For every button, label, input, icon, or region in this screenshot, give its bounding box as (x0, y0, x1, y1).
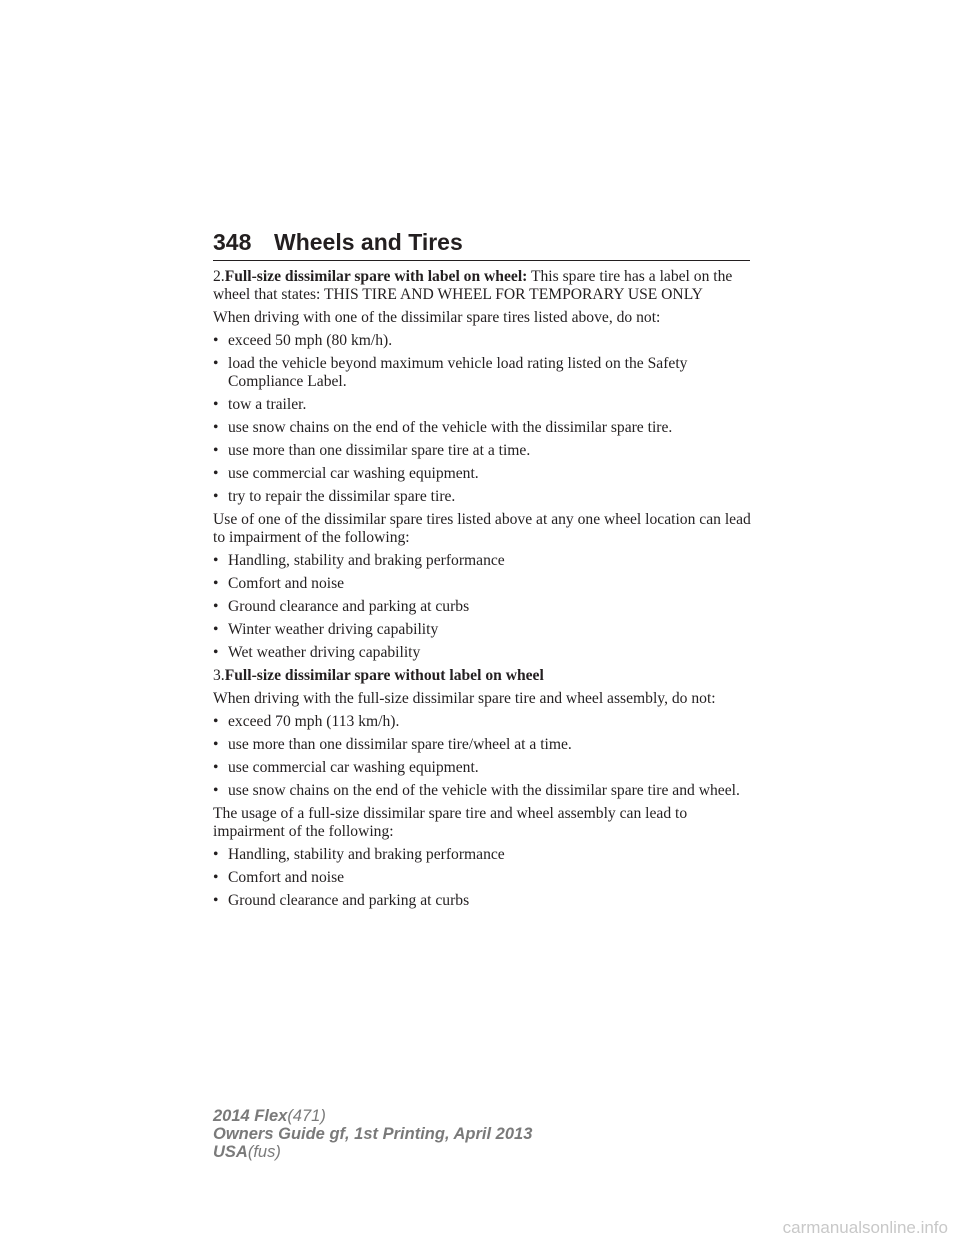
bullet-icon: • (213, 713, 219, 730)
list-item-text: Comfort and noise (228, 869, 345, 886)
list-item-text: use more than one dissimilar spare tire/wheel at a time. (228, 736, 572, 753)
list-item-text: exceed 70 mph (113 km/h). (228, 713, 400, 730)
bullet-icon: • (213, 782, 219, 799)
list-item (213, 736, 753, 754)
footer-page-code: (471) (287, 1107, 326, 1125)
list-item-text: exceed 50 mph (80 km/h). (228, 332, 393, 349)
bullet-icon: • (213, 846, 219, 863)
list-item (213, 442, 753, 460)
bullet-icon: • (213, 575, 219, 592)
bullet-icon: • (213, 892, 219, 909)
list-item-text: use snow chains on the end of the vehicle with the dissimilar spare tire. (228, 419, 673, 436)
page-number: 348 (213, 229, 252, 255)
list-item (213, 598, 753, 616)
bullet-icon: • (213, 465, 219, 482)
bullet-icon: • (213, 644, 219, 661)
section-title: Wheels and Tires (274, 229, 463, 255)
list-item (213, 552, 753, 570)
bullet-icon: • (213, 355, 219, 372)
bullet-icon: • (213, 552, 219, 569)
bullet-icon: • (213, 598, 219, 615)
page-header (213, 228, 750, 261)
list-item (213, 713, 753, 731)
list-item-text: tow a trailer. (228, 396, 307, 413)
list-item (213, 488, 753, 506)
list-item-text: Handling, stability and braking performance (228, 846, 505, 863)
bullet-icon: • (213, 869, 219, 886)
list-item (213, 419, 753, 437)
footer-line-1 (213, 1107, 532, 1125)
item-3-label: Full-size dissimilar spare without label on wheel (224, 667, 544, 684)
intro-paragraph-1: When driving with one of the dissimilar spare tires listed above, do not: (213, 309, 661, 326)
list-item-text: Ground clearance and parking at curbs (228, 892, 470, 909)
bullet-icon: • (213, 488, 219, 505)
list-item (213, 396, 753, 414)
list-item (213, 892, 753, 910)
list-item-text: use snow chains on the end of the vehicle with the dissimilar spare tire and wheel. (228, 782, 740, 799)
list-item-text: Handling, stability and braking performance (228, 552, 505, 569)
footer-line-3 (213, 1143, 532, 1161)
intro-paragraph-4: The usage of a full-size dissimilar spare tire and wheel assembly can lead to impairment of the following: (213, 805, 688, 840)
item-2-text: This spare tire has a label on the wheel that states: THIS TIRE AND WHEEL FOR TEMPORARY USE ONLY (213, 268, 733, 303)
item-3-paragraph (213, 667, 753, 685)
list-item (213, 782, 753, 800)
list-item-text: use commercial car washing equipment. (228, 465, 479, 482)
list-4 (213, 846, 753, 910)
intro-paragraph-2: Use of one of the dissimilar spare tires listed above at any one wheel location can lead to impairment of the following: (213, 511, 751, 546)
footer-model: 2014 Flex (213, 1107, 288, 1125)
list-item (213, 869, 753, 887)
bullet-icon: • (213, 736, 219, 753)
item-3-number: 3. (213, 667, 225, 684)
item-2-paragraph (213, 268, 753, 304)
list-item (213, 355, 753, 391)
bullet-icon: • (213, 396, 219, 413)
list-item (213, 621, 753, 639)
intro-paragraph-3: When driving with the full-size dissimilar spare tire and wheel assembly, do not: (213, 690, 716, 707)
list-item-text: use more than one dissimilar spare tire at a time. (228, 442, 531, 459)
item-2-label: Full-size dissimilar spare with label on wheel: (224, 268, 528, 285)
list-item-text: try to repair the dissimilar spare tire. (228, 488, 456, 505)
list-2 (213, 552, 753, 662)
list-item-text: use commercial car washing equipment. (228, 759, 479, 776)
list-item (213, 644, 753, 662)
footer-region-code: (fus) (247, 1143, 281, 1161)
bullet-icon: • (213, 442, 219, 459)
list-3 (213, 713, 753, 800)
bullet-icon: • (213, 332, 219, 349)
bullet-icon: • (213, 759, 219, 776)
print-footer (213, 1107, 532, 1161)
list-item-text: Winter weather driving capability (228, 621, 439, 638)
bullet-icon: • (213, 419, 219, 436)
footer-line-2: Owners Guide gf, 1st Printing, April 2013 (213, 1125, 533, 1143)
list-item (213, 332, 753, 350)
watermark: carmanualsonline.info (782, 1218, 948, 1237)
list-item-text: Wet weather driving capability (228, 644, 421, 661)
item-2-number: 2. (213, 268, 225, 285)
bullet-icon: • (213, 621, 219, 638)
list-item (213, 575, 753, 593)
list-item-text: Comfort and noise (228, 575, 345, 592)
footer-region: USA (213, 1143, 248, 1161)
list-item-text: Ground clearance and parking at curbs (228, 598, 470, 615)
list-item (213, 759, 753, 777)
list-item-text: load the vehicle beyond maximum vehicle load rating listed on the Safety Compliance Label. (228, 355, 688, 390)
page-content (213, 268, 753, 915)
list-item (213, 846, 753, 864)
list-1 (213, 332, 753, 506)
list-item (213, 465, 753, 483)
